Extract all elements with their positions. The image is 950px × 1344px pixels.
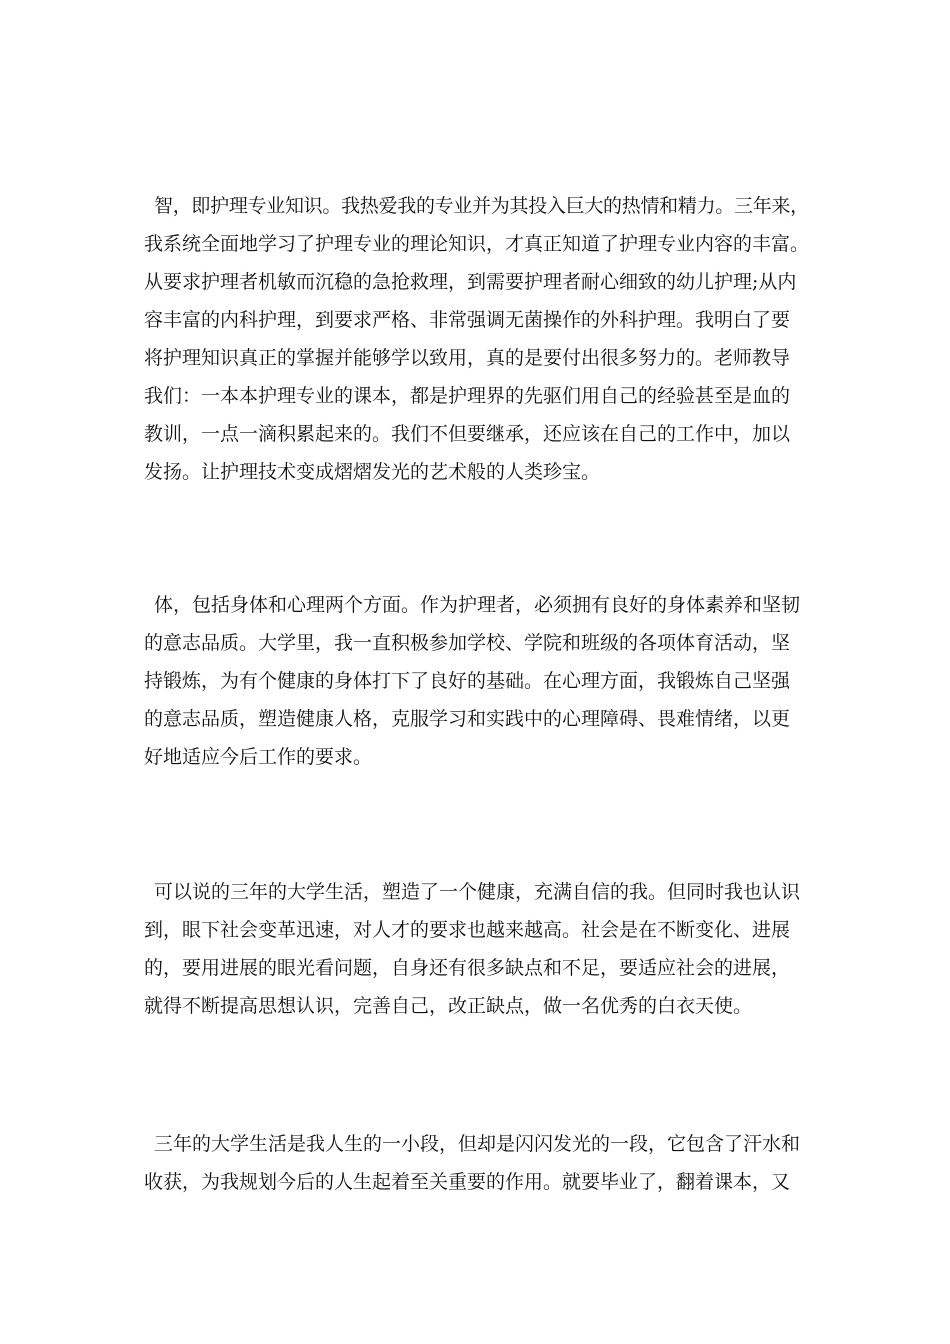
paragraph-conclusion [144, 1125, 809, 1201]
paragraph-line: 收获，为我规划今后的人生起着至关重要的作用。就要毕业了，翻着课本，又 [144, 1171, 791, 1193]
paragraph-line: 将护理知识真正的掌握并能够学以致用，真的是要付出很多努力的。老师教导 [144, 347, 791, 369]
paragraph-line: 可以说的三年的大学生活，塑造了一个健康，充满自信的我。但同时我也认识 [154, 881, 801, 903]
paragraph-line: 就得不断提高思想认识，完善自己，改正缺点，做一名优秀的白衣天使。 [144, 995, 753, 1017]
paragraph-line: 发扬。让护理技术变成熠熠发光的艺术般的人类珍宝。 [144, 461, 601, 483]
paragraph-line: 好地适应今后工作的要求。 [144, 746, 373, 768]
paragraph-summary [144, 873, 809, 1025]
paragraph-line: 到，眼下社会变革迅速，对人才的要求也越来越高。社会是在不断变化、进展 [144, 919, 791, 941]
paragraph-line: 我系统全面地学习了护理专业的理论知识，才真正知道了护理专业内容的丰富。 [144, 233, 810, 255]
paragraph-line: 我们：一本本护理专业的课本，都是护理界的先驱们用自己的经验甚至是血的 [144, 385, 791, 407]
paragraph-line: 的意志品质，塑造健康人格，克服学习和实践中的心理障碍、畏难情绪，以更 [144, 708, 791, 730]
paragraph-body [144, 586, 809, 776]
paragraph-line: 体，包括身体和心理两个方面。作为护理者，必须拥有良好的身体素养和坚韧 [154, 594, 801, 616]
paragraph-line: 持锻炼，为有个健康的身体打下了良好的基础。在心理方面，我锻炼自己坚强 [144, 670, 791, 692]
paragraph-line: 智，即护理专业知识。我热爱我的专业并为其投入巨大的热情和精力。三年来， [154, 195, 809, 217]
paragraph-line: 三年的大学生活是我人生的一小段，但却是闪闪发光的一段，它包含了汗水和 [154, 1133, 801, 1155]
paragraph-line: 的意志品质。大学里，我一直积极参加学校、学院和班级的各项体育活动，坚 [144, 632, 791, 654]
paragraph-line: 教训，一点一滴积累起来的。我们不但要继承，还应该在自己的工作中，加以 [144, 423, 791, 445]
paragraph-line: 的，要用进展的眼光看问题，自身还有很多缺点和不足，要适应社会的进展， [144, 957, 791, 979]
paragraph-line: 从要求护理者机敏而沉稳的急抢救理，到需要护理者耐心细致的幼儿护理;从内 [144, 271, 797, 293]
paragraph-wisdom [144, 187, 809, 491]
paragraph-line: 容丰富的内科护理，到要求严格、非常强调无菌操作的外科护理。我明白了要 [144, 309, 791, 331]
